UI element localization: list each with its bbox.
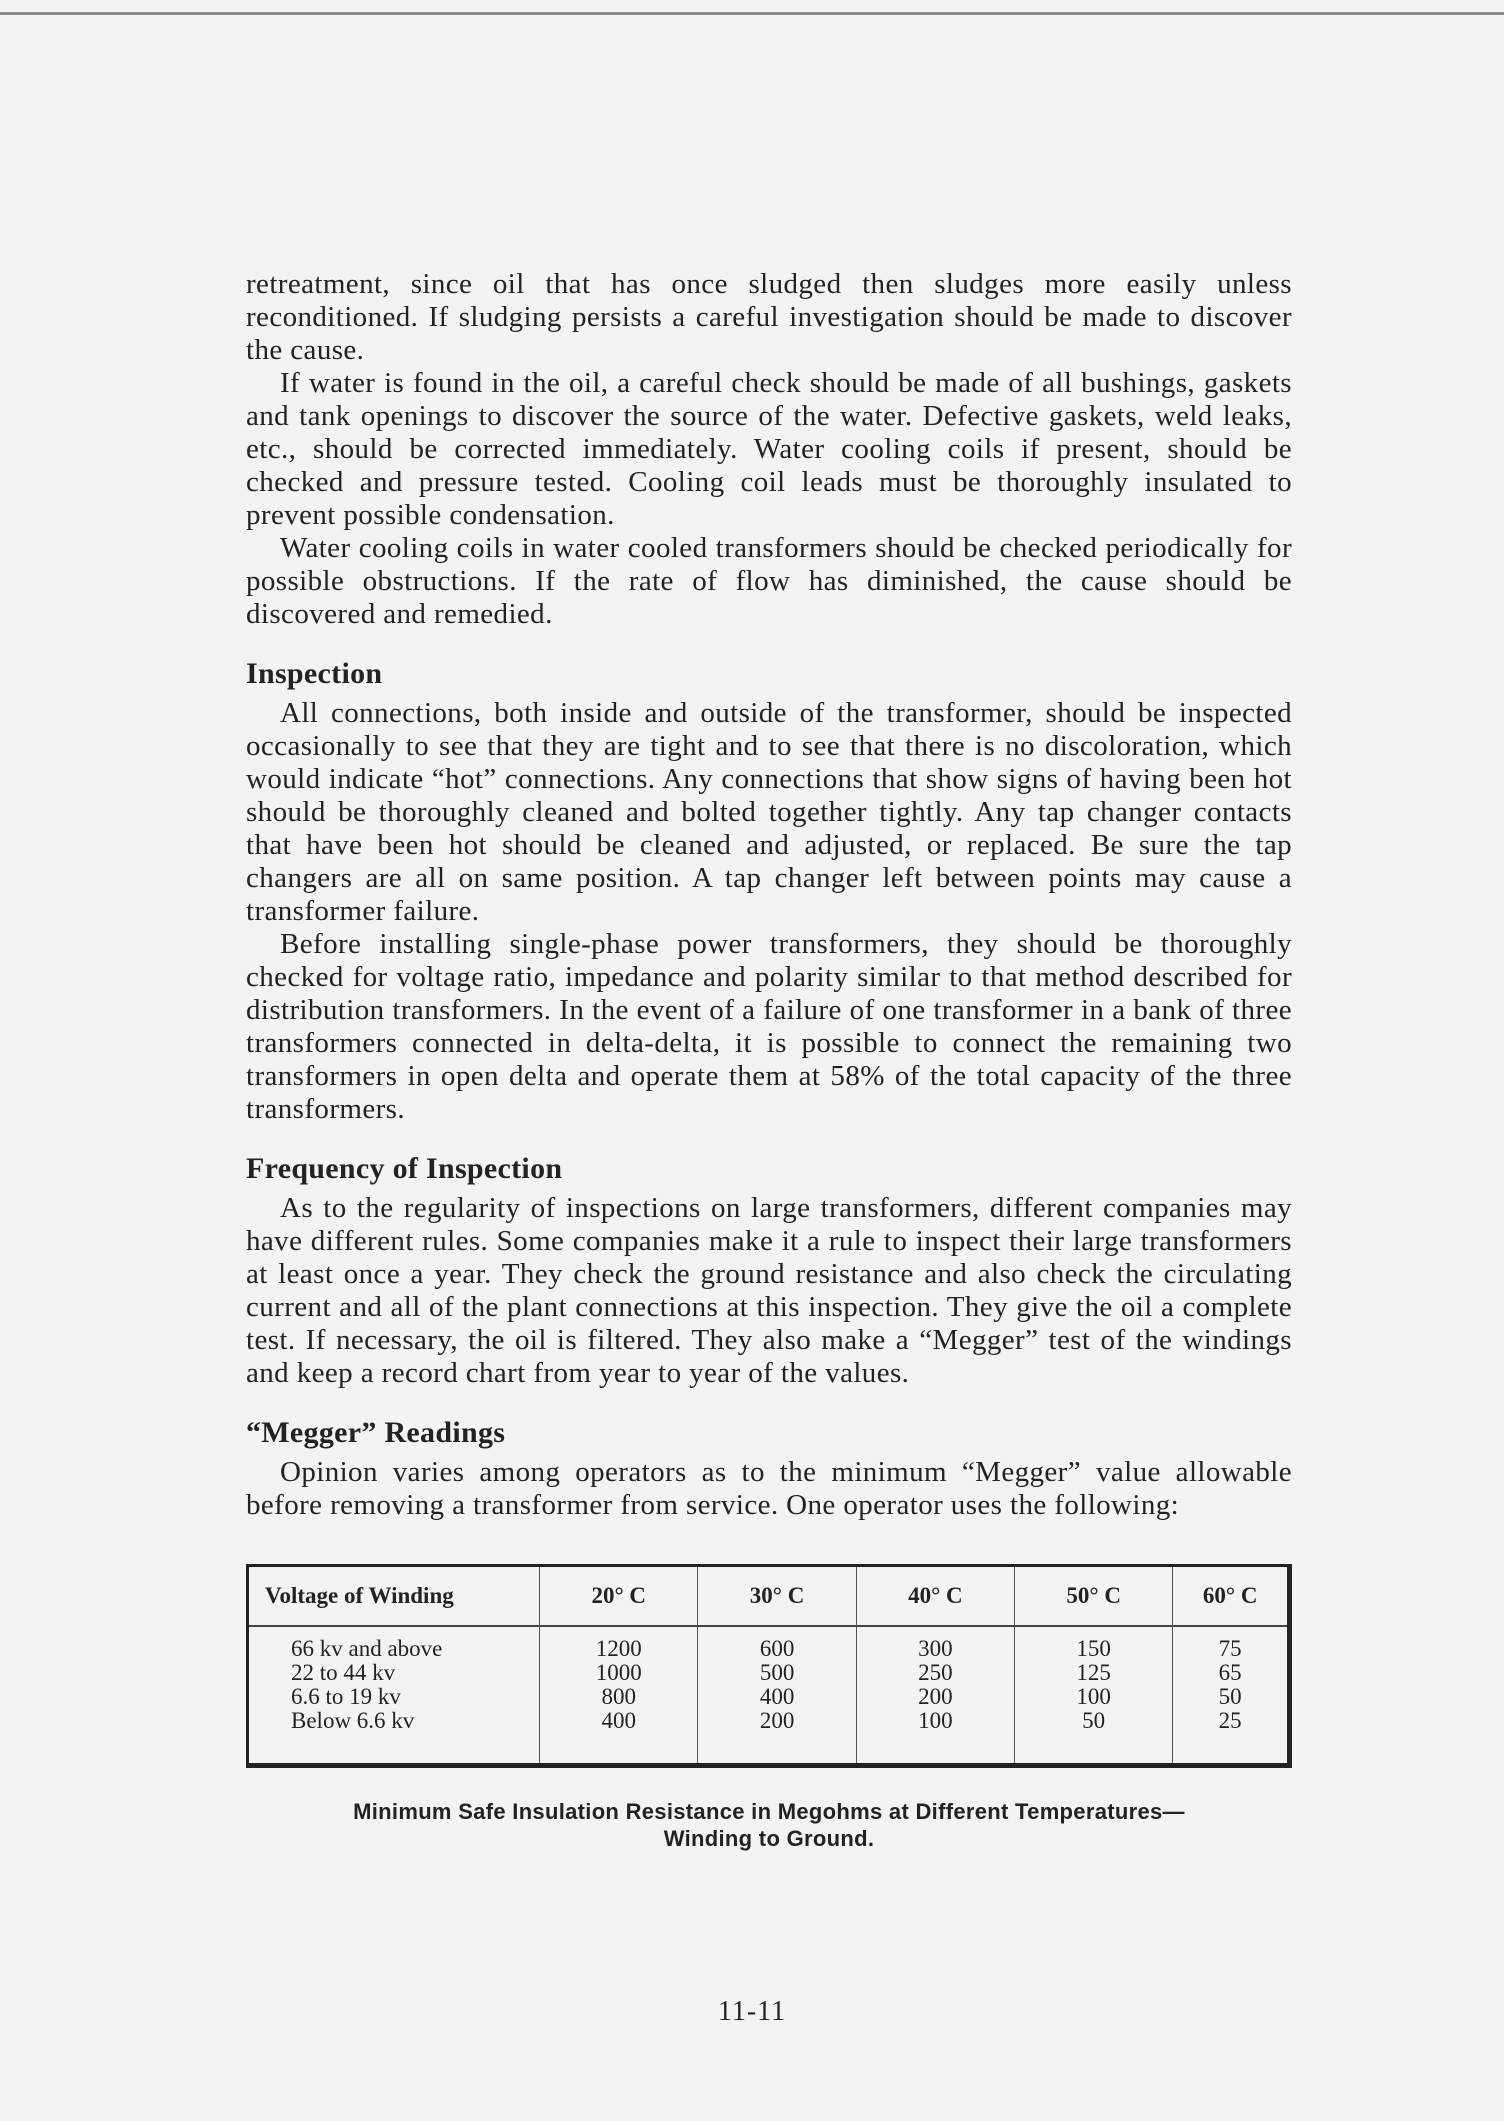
- cell-value: 100: [1076, 1684, 1111, 1709]
- table-cell: [540, 1626, 698, 1763]
- page-body: [246, 268, 1292, 1852]
- cell-value: 100: [918, 1708, 953, 1733]
- paragraph: Opinion varies among operators as to the minimum “Megger” value allowable before removing a transformer from service. One operator uses the following:: [246, 1456, 1292, 1521]
- column-header: 50° C: [1015, 1567, 1173, 1626]
- column-header: 30° C: [698, 1567, 856, 1626]
- table-cell: [698, 1626, 856, 1763]
- table-caption: [246, 1798, 1292, 1852]
- cell-value: 1000: [595, 1660, 642, 1685]
- cell-value: 200: [759, 1708, 795, 1733]
- paragraph: If water is found in the oil, a careful check should be made of all bushings, gaskets and tank openings to discover the source of the water. Defective gaskets, weld leaks, etc., should be corrected immediately. Water cooling coils if present, should be checked and pressure tested. Cooling coil leads must be thoroughly insulated to prevent possible condensation.: [246, 367, 1292, 531]
- cell-value: 400: [601, 1708, 637, 1733]
- column-header: Voltage of Winding: [249, 1567, 540, 1626]
- section-heading-frequency: Frequency of Inspection: [246, 1152, 563, 1185]
- cell-value: Below 6.6 kv: [291, 1708, 415, 1733]
- cell-value: 150: [1076, 1636, 1111, 1661]
- cell-value: 22 to 44 kv: [291, 1660, 396, 1685]
- cell-value: 500: [759, 1660, 795, 1685]
- cell-value: 400: [759, 1684, 795, 1709]
- cell-value: 300: [918, 1636, 953, 1661]
- paragraph: As to the regularity of inspections on large transformers, different companies may have different rules. Some companies make it a rule to inspect their large transformers at least once a year. They check the ground resistance and also check the circulating current and all of the plant connections at this inspection. They give the oil a complete test. If necessary, the oil is filtered. They also make a “Megger” test of the windings and keep a record chart from year to year of the values.: [246, 1192, 1292, 1389]
- table-header-row: [249, 1567, 1287, 1626]
- column-header: 40° C: [856, 1567, 1014, 1626]
- column-header: 60° C: [1173, 1567, 1287, 1626]
- table-cell: [1173, 1626, 1287, 1763]
- paragraph: Water cooling coils in water cooled transformers should be checked periodically for possible obstructions. If the rate of flow has diminished, the cause should be discovered and remedied.: [246, 532, 1292, 630]
- cell-value: 250: [918, 1660, 953, 1685]
- cell-value: 65: [1218, 1660, 1242, 1685]
- cell-value: 200: [918, 1684, 953, 1709]
- megger-table: [249, 1567, 1287, 1763]
- cell-value: 800: [601, 1684, 637, 1709]
- paragraph: All connections, both inside and outside of the transformer, should be inspected occasionally to see that they are tight and to see that there is no discoloration, which would indicate “hot” connections. Any connections that show signs of having been hot should be thoroughly cleaned and bolted together tightly. Any tap changer contacts that have been hot should be cleaned and adjusted, or replaced. Be sure the tap changers are all on same position. A tap changer left between points may cause a transformer failure.: [246, 697, 1292, 927]
- cell-value: 600: [759, 1636, 795, 1661]
- column-header: 20° C: [540, 1567, 698, 1626]
- section-heading-inspection: Inspection: [246, 657, 383, 690]
- paragraph: Before installing single-phase power transformers, they should be thoroughly checked for voltage ratio, impedance and polarity similar to that method described for distribution transformers. In the event of a failure of one transformer in a bank of three transformers connected in delta-delta, it is possible to connect the remaining two transformers in open delta and operate them at 58% of the total capacity of the three transformers.: [246, 928, 1292, 1125]
- cell-value: 1200: [595, 1636, 642, 1661]
- cell-value: 6.6 to 19 kv: [291, 1684, 401, 1709]
- cell-value: 50: [1218, 1684, 1242, 1709]
- cell-value: 25: [1218, 1708, 1242, 1733]
- table-cell: [1015, 1626, 1173, 1763]
- section-heading-megger: “Megger” Readings: [246, 1416, 506, 1449]
- cell-value: 66 kv and above: [291, 1636, 443, 1661]
- caption-line: Minimum Safe Insulation Resistance in Megohms at Different Temperatures—: [353, 1799, 1185, 1824]
- megger-table-frame: [246, 1564, 1292, 1768]
- cell-value: 75: [1218, 1636, 1242, 1661]
- cell-value: 50: [1082, 1708, 1106, 1733]
- paragraph: retreatment, since oil that has once sludged then sludges more easily unless reconditioned. If sludging persists a careful investigation should be made to discover the cause.: [246, 268, 1292, 366]
- table-cell: [249, 1626, 540, 1763]
- table-cell: [856, 1626, 1014, 1763]
- top-rule: [0, 12, 1504, 15]
- page-number: 11-11: [717, 1996, 787, 2027]
- cell-value: 125: [1076, 1660, 1111, 1685]
- caption-line: Winding to Ground.: [663, 1826, 875, 1851]
- table-row: [249, 1626, 1287, 1763]
